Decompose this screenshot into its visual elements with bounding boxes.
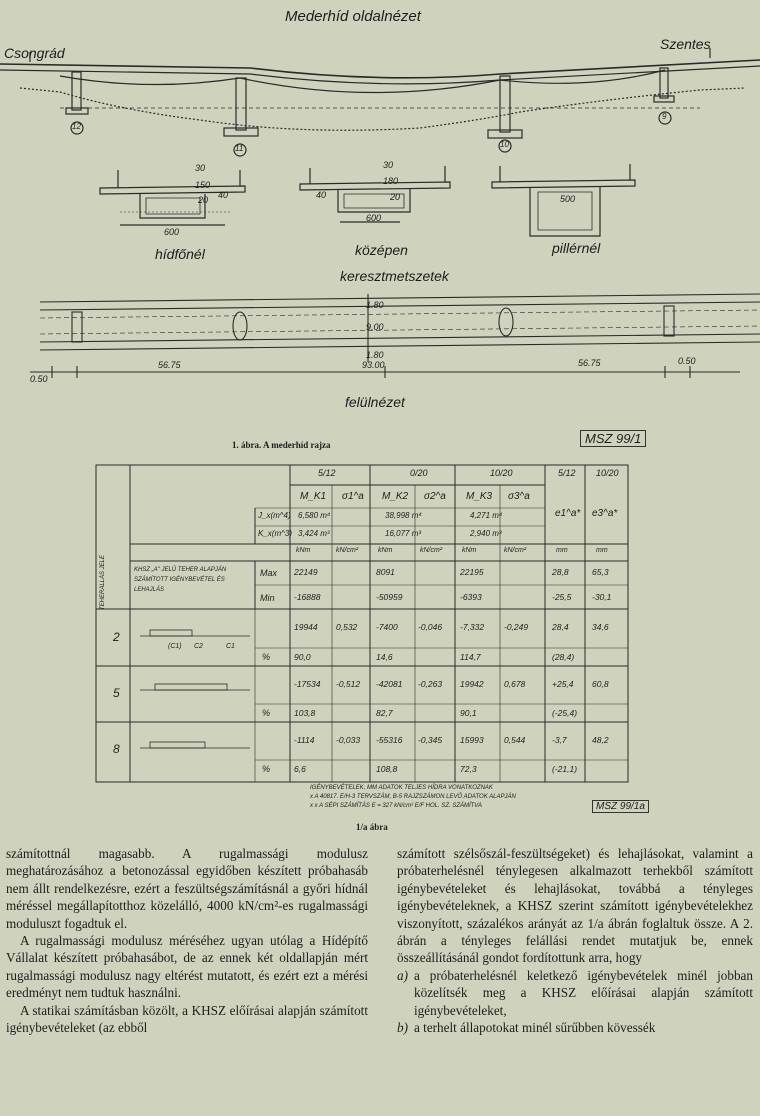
row-label-jx: J_x(m^4) bbox=[258, 511, 291, 520]
section-modulus: 2,940 m³ bbox=[470, 529, 502, 538]
moment-of-inertia: 4,271 m⁴ bbox=[470, 511, 503, 520]
plan-heading: felülnézet bbox=[345, 394, 405, 410]
paragraph: számítottnál magasabb. A rugalmassági modulusz meghatározásához a betonozással egyidőben készített próbahasáb nem állt rendelkezésre, ezért a feszültségszámításnál a győri hídnál méréssel megállapítotthoz közelálló, 4000 kN/cm²-es rugalmassági moduluszt fogadtuk el. bbox=[6, 846, 368, 931]
load-value: -0,046 bbox=[418, 622, 443, 632]
max-value: 28,8 bbox=[552, 567, 569, 577]
figure-caption: 1. ábra. A mederhíd rajza bbox=[232, 440, 331, 450]
col-group-header: 10/20 bbox=[490, 468, 513, 478]
plan-dim: 0.50 bbox=[678, 356, 696, 366]
table-stamp: MSZ 99/1a bbox=[592, 800, 649, 813]
unit: kN/cm² bbox=[504, 547, 527, 554]
load-value: -0,249 bbox=[504, 622, 529, 632]
max-value: 22149 bbox=[294, 567, 318, 577]
load-case-id: 8 bbox=[113, 742, 120, 756]
load-value: 19942 bbox=[460, 679, 484, 689]
min-value: -30,1 bbox=[592, 592, 612, 602]
beam-label: C2 bbox=[194, 643, 203, 650]
pier-number: 12 bbox=[72, 122, 81, 131]
min-value: -16888 bbox=[294, 592, 321, 602]
left-column bbox=[6, 845, 368, 1036]
percent-value: 108,8 bbox=[376, 764, 398, 774]
dim-label: 500 bbox=[560, 194, 576, 204]
load-value: 0,678 bbox=[504, 679, 526, 689]
dim-label: 150 bbox=[195, 180, 211, 190]
section-label: középen bbox=[355, 242, 408, 258]
min-value: -25,5 bbox=[552, 592, 572, 602]
dim-label: 30 bbox=[195, 163, 206, 173]
left-town-label: Csongrád bbox=[4, 45, 65, 61]
table-footnote: x x A SÉPI SZÁMÍTÁS E = 327 kN/cm² E/F HOL. SZ. SZÁMÍTVA bbox=[310, 803, 482, 809]
load-value: -0,345 bbox=[418, 735, 443, 745]
list-text: a próbaterhelésnél keletkező igénybevételek minél jobban közelítsék meg a KHSZ előírásai alapján számított igénybevételeket, bbox=[414, 967, 753, 1018]
right-column bbox=[397, 845, 753, 1036]
load-value: -42081 bbox=[376, 679, 403, 689]
list-marker: b) bbox=[397, 1020, 408, 1036]
percent-value: 14,6 bbox=[376, 652, 393, 662]
load-value: 0,544 bbox=[504, 735, 526, 745]
load-value: 0,532 bbox=[336, 622, 358, 632]
plan-dim: 1.80 bbox=[366, 350, 384, 360]
dim-label: 40 bbox=[316, 190, 327, 200]
section-modulus: 16,077 m³ bbox=[385, 529, 422, 538]
percent-value: 90,0 bbox=[294, 652, 311, 662]
max-value: 65,3 bbox=[592, 567, 609, 577]
load-value: -1114 bbox=[294, 735, 315, 745]
table-caption: 1/a ábra bbox=[356, 822, 388, 832]
sub-header: e1^a* bbox=[555, 508, 581, 519]
unit: kNm bbox=[296, 547, 311, 554]
section-label: pillérnél bbox=[552, 240, 601, 256]
percent-value: 90,1 bbox=[460, 708, 477, 718]
min-label: Min bbox=[260, 593, 275, 603]
percent-label: % bbox=[262, 652, 271, 662]
section-label: hídfőnél bbox=[155, 246, 205, 262]
paragraph: számított szélsőszál-feszültségeket) és lehajlásokat, valamint a próbaterhelésnél ténylegesen alkalmazott terhekből számított igénybevételeket és lehajlásokat, továbbá a tényleges igénybevételeknek, a KHSZ szerint számított igénybevételekhez viszonyított, százalékos arányát az 1/a ábrán foglaltuk össze. A 2. ábrán a tényleges felállási rendet mutatjuk be, ennek összeállításánál gondot fordítottunk arra, hogy bbox=[397, 846, 753, 966]
sub-header: e3^a* bbox=[592, 508, 618, 519]
percent-value: (28,4) bbox=[552, 652, 575, 662]
standard-stamp: MSZ 99/1 bbox=[580, 430, 646, 447]
beam-label: (C1) bbox=[168, 643, 182, 650]
dim-label: 30 bbox=[383, 160, 394, 170]
col-group-header: 5/12 bbox=[318, 468, 336, 478]
col-group-header: 10/20 bbox=[596, 468, 619, 478]
moment-of-inertia: 38,998 m⁴ bbox=[385, 511, 422, 520]
load-value: -3,7 bbox=[552, 735, 567, 745]
percent-value: 103,8 bbox=[294, 708, 316, 718]
plan-dim: 56.75 bbox=[158, 360, 181, 370]
right-town-label: Szentes bbox=[660, 36, 711, 52]
load-value: 28,4 bbox=[552, 622, 569, 632]
unit: kNm bbox=[462, 547, 477, 554]
unit: kN/cm² bbox=[336, 547, 359, 554]
load-value: +25,4 bbox=[552, 679, 574, 689]
load-value: -0,512 bbox=[336, 679, 361, 689]
load-value: 19944 bbox=[294, 622, 318, 632]
list-text: a terhelt állapotokat minél sűrűbben kövessék bbox=[414, 1020, 656, 1036]
max-value: 8091 bbox=[376, 567, 395, 577]
dim-label: 600 bbox=[366, 213, 382, 223]
khsz-note: KHSZ „A" JELŰ TEHER ALAPJÁN SZÁMÍTOTT IGÉNYBEVÉTEL ÉS LEHAJLÁS bbox=[134, 567, 227, 593]
load-value: 15993 bbox=[460, 735, 484, 745]
plan-dim: 1.80 bbox=[366, 300, 384, 310]
list-item bbox=[397, 967, 753, 1019]
pier-number: 10 bbox=[500, 140, 509, 149]
sub-header: σ3^a bbox=[508, 491, 530, 502]
max-value: 22195 bbox=[460, 567, 484, 577]
percent-label: % bbox=[262, 764, 271, 774]
list-marker: a) bbox=[397, 967, 408, 983]
load-value: 48,2 bbox=[592, 735, 609, 745]
percent-label: % bbox=[262, 708, 271, 718]
section-modulus: 3,424 m³ bbox=[298, 529, 330, 538]
col-group-header: 5/12 bbox=[558, 468, 576, 478]
percent-value: 72,3 bbox=[460, 764, 477, 774]
plan-dim: 0.50 bbox=[30, 374, 48, 384]
dim-label: 600 bbox=[164, 227, 180, 237]
max-label: Max bbox=[260, 568, 278, 578]
load-case-id: 5 bbox=[113, 686, 120, 700]
load-value: 34,6 bbox=[592, 622, 609, 632]
table-footnote: IGÉNYBEVÉTELEK, MM ADATOK TELJES HÍDRA VONATKOZNAK bbox=[310, 785, 493, 791]
sub-header: M_K3 bbox=[466, 491, 493, 502]
sections-heading: keresztmetszetek bbox=[340, 268, 449, 284]
sub-header: σ1^a bbox=[342, 491, 364, 502]
paragraph: A statikai számításban közölt, a KHSZ előírásai alapján számított igénybevételeket (az ebből bbox=[6, 1002, 368, 1036]
table-footnote: x A 40817. E/H-3 TERVSZÁM, B-5 RAJZSZÁMON LEVŐ ADATOK ALAPJÁN bbox=[310, 794, 516, 800]
load-value: -17534 bbox=[294, 679, 321, 689]
min-value: -50959 bbox=[376, 592, 403, 602]
load-value: 60,8 bbox=[592, 679, 609, 689]
moment-of-inertia: 6,580 m⁴ bbox=[298, 511, 331, 520]
dim-label: 20 bbox=[198, 195, 209, 205]
load-value: -55316 bbox=[376, 735, 403, 745]
load-position-header: TEHERÁLLÁS JELE bbox=[100, 554, 106, 610]
col-group-header: 0/20 bbox=[410, 468, 428, 478]
sub-header: M_K1 bbox=[300, 491, 327, 502]
paragraph: A rugalmassági modulusz méréséhez ugyan utólag a Hídépítő Vállalat készített próbahasábot, de az ennek két oldallapján mért rugalmassági modulusz nagy eltérést mutatott, és ezért ezt a mérési eredményt nem tudtuk használni. bbox=[6, 933, 368, 1001]
figure-title: Mederhíd oldalnézet bbox=[285, 8, 421, 25]
dim-label: 40 bbox=[218, 190, 229, 200]
row-label-kx: K_x(m^3) bbox=[258, 529, 292, 538]
min-value: -6393 bbox=[460, 592, 482, 602]
plan-dim: 93.00 bbox=[362, 360, 385, 370]
pier-number: 11 bbox=[235, 144, 244, 153]
percent-value: 114,7 bbox=[460, 652, 481, 662]
beam-label: C1 bbox=[226, 643, 235, 650]
dim-label: 180 bbox=[383, 176, 399, 186]
unit: mm bbox=[556, 547, 568, 554]
load-case-id: 2 bbox=[113, 630, 120, 644]
sub-header: σ2^a bbox=[424, 491, 446, 502]
sub-header: M_K2 bbox=[382, 491, 409, 502]
dim-label: 20 bbox=[390, 192, 401, 202]
list-item bbox=[397, 1019, 753, 1036]
load-value: -0,033 bbox=[336, 735, 361, 745]
unit: mm bbox=[596, 547, 608, 554]
percent-value: (-25,4) bbox=[552, 708, 578, 718]
load-value: -7,332 bbox=[460, 622, 485, 632]
load-value: -0,263 bbox=[418, 679, 443, 689]
unit: kN/cm² bbox=[420, 547, 443, 554]
percent-value: 6,6 bbox=[294, 764, 306, 774]
unit: kNm bbox=[378, 547, 393, 554]
pier-number: 9 bbox=[662, 112, 667, 121]
plan-dim: 56.75 bbox=[578, 358, 601, 368]
percent-value: 82,7 bbox=[376, 708, 393, 718]
load-value: -7400 bbox=[376, 622, 398, 632]
percent-value: (-21,1) bbox=[552, 764, 578, 774]
plan-dim: 9.00 bbox=[366, 322, 384, 332]
